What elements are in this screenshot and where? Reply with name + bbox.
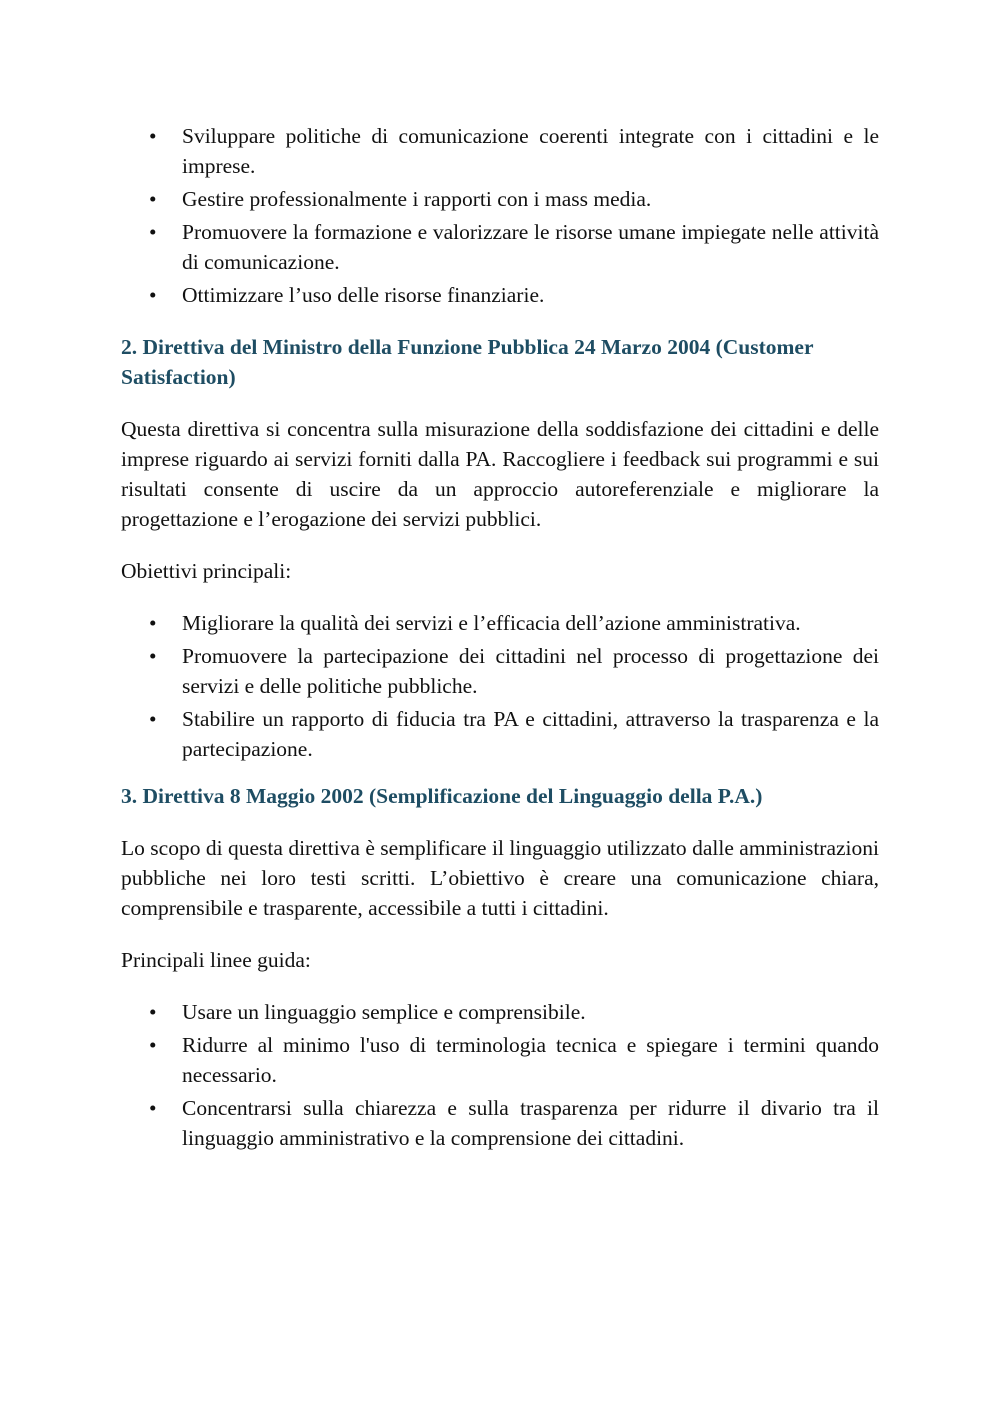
- section-2-paragraph: Questa direttiva si concentra sulla misurazione della soddisfazione dei cittadini e delle imprese riguardo ai servizi forniti dalla PA. Raccogliere i feedback sui programmi e sui risultati consente di uscire da un approccio autoreferenziale e migliorare la progettazione e l’erogazione dei servizi pubblici.: [121, 417, 879, 531]
- list-item: • Sviluppare politiche di comunicazione coerenti integrate con i cittadini e le imprese.: [121, 121, 879, 181]
- list-item: • Ridurre al minimo l'uso di terminologia tecnica e spiegare i termini quando necessario.: [121, 1030, 879, 1090]
- list-item: • Promuovere la formazione e valorizzare le risorse umane impiegate nelle attività di comunicazione.: [121, 217, 879, 277]
- section-2-heading: 2. Direttiva del Ministro della Funzione Pubblica 24 Marzo 2004 (Customer Satisfaction): [121, 335, 814, 389]
- section-3-guidelines-list: [121, 997, 879, 1153]
- document-page: [121, 121, 879, 1156]
- list-item: • Gestire professionalmente i rapporti con i mass media.: [121, 184, 879, 214]
- section-2-objectives-list: [121, 608, 879, 764]
- section-3-subheading: Principali linee guida:: [121, 948, 311, 972]
- list-item: • Promuovere la partecipazione dei cittadini nel processo di progettazione dei servizi e delle politiche pubbliche.: [121, 641, 879, 701]
- list-item: • Stabilire un rapporto di fiducia tra PA e cittadini, attraverso la trasparenza e la partecipazione.: [121, 704, 879, 764]
- section-3-paragraph: Lo scopo di questa direttiva è semplificare il linguaggio utilizzato dalle amministrazioni pubbliche nei loro testi scritti. L’obiettivo è creare una comunicazione chiara, comprensibile e trasparente, accessibile a tutti i cittadini.: [121, 836, 879, 920]
- section-3-heading: 3. Direttiva 8 Maggio 2002 (Semplificazione del Linguaggio della P.A.): [121, 784, 763, 808]
- list-item: • Migliorare la qualità dei servizi e l’efficacia dell’azione amministrativa.: [121, 608, 879, 638]
- list-item: • Ottimizzare l’uso delle risorse finanziarie.: [121, 280, 879, 310]
- objectives-list-continued: [121, 121, 879, 310]
- section-2-subheading: Obiettivi principali:: [121, 559, 292, 583]
- list-item: • Concentrarsi sulla chiarezza e sulla trasparenza per ridurre il divario tra il linguaggio amministrativo e la comprensione dei cittadini.: [121, 1093, 879, 1153]
- list-item: • Usare un linguaggio semplice e comprensibile.: [121, 997, 879, 1027]
